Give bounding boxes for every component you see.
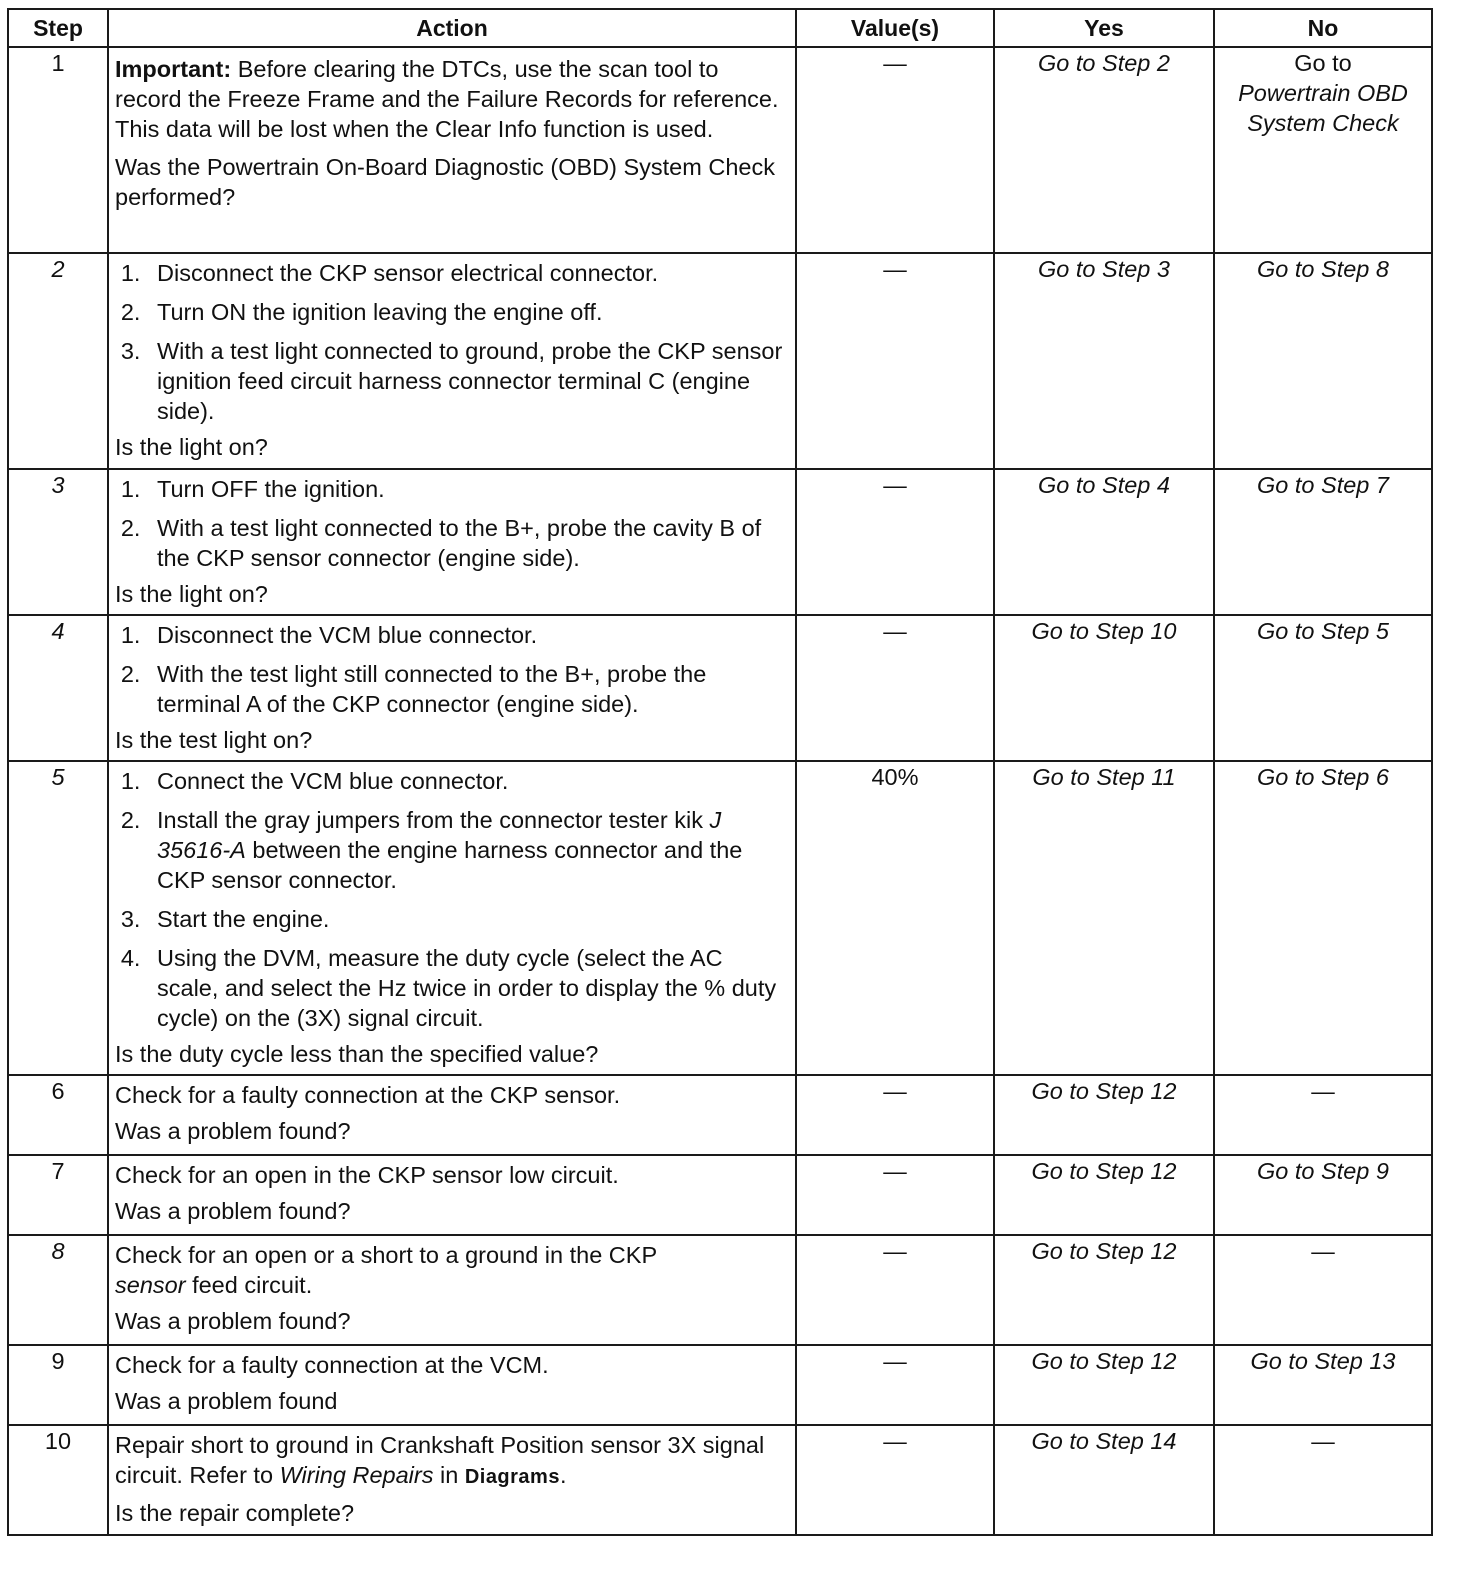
table-row: [8, 1425, 1432, 1535]
header-yes: Yes: [994, 9, 1214, 47]
no-goto-label: Go to: [1294, 50, 1352, 76]
value-cell: —: [796, 1345, 994, 1425]
step-number: 8: [8, 1235, 108, 1345]
value-cell: —: [796, 47, 994, 253]
value-cell: 40%: [796, 761, 994, 1075]
question-text: Was a problem found?: [115, 1308, 351, 1334]
action-cell: [108, 1155, 796, 1235]
table-row: [8, 1075, 1432, 1155]
table-row: [8, 761, 1432, 1075]
action-text: [115, 1240, 789, 1300]
procedure-step: 2. With the test light still connected to the B+, probe the terminal A of the CKP connector (engine side).: [147, 659, 789, 719]
header-action: Action: [108, 9, 796, 47]
action-cell: [108, 47, 796, 253]
action-cell: [108, 469, 796, 615]
header-no: No: [1214, 9, 1432, 47]
table-row: [8, 1235, 1432, 1345]
procedure-text: between the engine harness connector and the CKP sensor connector.: [157, 837, 743, 893]
step-number: 10: [8, 1425, 108, 1535]
action-cell: [108, 1345, 796, 1425]
important-label: Important:: [115, 56, 232, 82]
value-cell: —: [796, 1155, 994, 1235]
step-number: 1: [8, 47, 108, 253]
yes-cell: Go to Step 4: [994, 469, 1214, 615]
diagrams-section-link[interactable]: Diagrams: [464, 1466, 560, 1488]
table-row: [8, 1345, 1432, 1425]
action-text-part: feed circuit.: [192, 1272, 313, 1298]
procedure-list: [115, 474, 789, 577]
step-number: 3: [8, 469, 108, 615]
procedure-step: 1. Disconnect the VCM blue connector.: [147, 620, 789, 650]
procedure-step: 4. Using the DVM, measure the duty cycle (select the AC scale, and select the Hz twice in order to display the % duty cycle) on the (3X) signal circuit.: [147, 943, 789, 1033]
header-row: [8, 9, 1432, 47]
procedure-step: 3. Start the engine.: [147, 904, 789, 934]
yes-cell: Go to Step 12: [994, 1075, 1214, 1155]
no-cell: —: [1214, 1235, 1432, 1345]
yes-cell: Go to Step 2: [994, 47, 1214, 253]
action-cell: [108, 1075, 796, 1155]
procedure-step: [147, 805, 789, 895]
value-cell: —: [796, 1425, 994, 1535]
action-cell: [108, 1425, 796, 1535]
procedure-text: Install the gray jumpers from the connector tester kik: [157, 807, 703, 833]
procedure-step: 1. Connect the VCM blue connector.: [147, 766, 789, 796]
question-text: Was the Powertrain On-Board Diagnostic (OBD) System Check performed?: [115, 154, 775, 210]
step-number: 6: [8, 1075, 108, 1155]
action-text: Check for an open in the CKP sensor low circuit.: [115, 1162, 619, 1188]
procedure-list: [115, 620, 789, 723]
yes-cell: Go to Step 3: [994, 253, 1214, 469]
header-values: Value(s): [796, 9, 994, 47]
no-cell: Go to Step 7: [1214, 469, 1432, 615]
diagnostic-table: [7, 8, 1433, 1536]
no-cell: Go to Step 9: [1214, 1155, 1432, 1235]
no-cell: Go to Step 6: [1214, 761, 1432, 1075]
value-cell: —: [796, 615, 994, 761]
procedure-step: 3. With a test light connected to ground, probe the CKP sensor ignition feed circuit harness connector terminal C (engine side).: [147, 336, 789, 426]
action-cell: [108, 253, 796, 469]
action-text-part: Repair short to ground in Crankshaft Position sensor 3X signal circuit. Refer to: [115, 1432, 765, 1488]
action-text-part: in: [439, 1462, 459, 1488]
yes-cell: Go to Step 12: [994, 1345, 1214, 1425]
action-text-part: Check for an open or a short to a ground in the CKP: [115, 1242, 658, 1268]
question-text: Is the repair complete?: [115, 1500, 355, 1526]
procedure-list: [115, 766, 789, 1037]
no-goto-target: Powertrain OBD System Check: [1238, 80, 1408, 136]
yes-cell: Go to Step 11: [994, 761, 1214, 1075]
procedure-step: 2. With a test light connected to the B+, probe the cavity B of the CKP sensor connector (engine side).: [147, 513, 789, 573]
action-cell: [108, 1235, 796, 1345]
procedure-step: 2. Turn ON the ignition leaving the engine off.: [147, 297, 789, 327]
procedure-step: 1. Disconnect the CKP sensor electrical connector.: [147, 258, 789, 288]
step-number: 5: [8, 761, 108, 1075]
table-row: [8, 47, 1432, 253]
step-number: 7: [8, 1155, 108, 1235]
header-step: Step: [8, 9, 108, 47]
yes-cell: Go to Step 14: [994, 1425, 1214, 1535]
question-text: Was a problem found?: [115, 1198, 351, 1224]
action-text: [115, 1430, 789, 1492]
no-cell: —: [1214, 1075, 1432, 1155]
action-text-italic: sensor: [115, 1272, 186, 1298]
no-cell: Go to Step 13: [1214, 1345, 1432, 1425]
question-text: Was a problem found: [115, 1388, 338, 1414]
question-text: Is the duty cycle less than the specified value?: [115, 1041, 599, 1067]
value-cell: —: [796, 1235, 994, 1345]
action-cell: [108, 615, 796, 761]
table-row: [8, 615, 1432, 761]
value-cell: —: [796, 469, 994, 615]
action-cell: [108, 761, 796, 1075]
wiring-repairs-link[interactable]: Wiring Repairs: [279, 1462, 434, 1488]
no-cell: [1214, 47, 1432, 253]
important-note: [115, 54, 789, 144]
step-number: 2: [8, 253, 108, 469]
action-text-part: .: [559, 1462, 567, 1488]
no-cell: Go to Step 8: [1214, 253, 1432, 469]
table-row: [8, 469, 1432, 615]
no-cell: —: [1214, 1425, 1432, 1535]
procedure-list: [115, 258, 789, 430]
no-cell: Go to Step 5: [1214, 615, 1432, 761]
yes-cell: Go to Step 12: [994, 1155, 1214, 1235]
table-row: [8, 1155, 1432, 1235]
action-text: Check for a faulty connection at the VCM.: [115, 1352, 549, 1378]
step-number: 4: [8, 615, 108, 761]
question-text: Is the light on?: [115, 581, 268, 607]
question-text: Is the test light on?: [115, 727, 313, 753]
value-cell: —: [796, 1075, 994, 1155]
yes-cell: Go to Step 12: [994, 1235, 1214, 1345]
procedure-step: 1. Turn OFF the ignition.: [147, 474, 789, 504]
question-text: Is the light on?: [115, 434, 268, 460]
question-text: Was a problem found?: [115, 1118, 351, 1144]
yes-cell: Go to Step 10: [994, 615, 1214, 761]
important-text: Before clearing the DTCs, use the scan tool to record the Freeze Frame and the Failure Records for reference. This data will be lost when the Clear Info function is used.: [115, 56, 779, 142]
table-row: [8, 253, 1432, 469]
step-number: 9: [8, 1345, 108, 1425]
value-cell: —: [796, 253, 994, 469]
tool-number: J 35616-A: [157, 807, 722, 863]
action-text: Check for a faulty connection at the CKP sensor.: [115, 1082, 621, 1108]
